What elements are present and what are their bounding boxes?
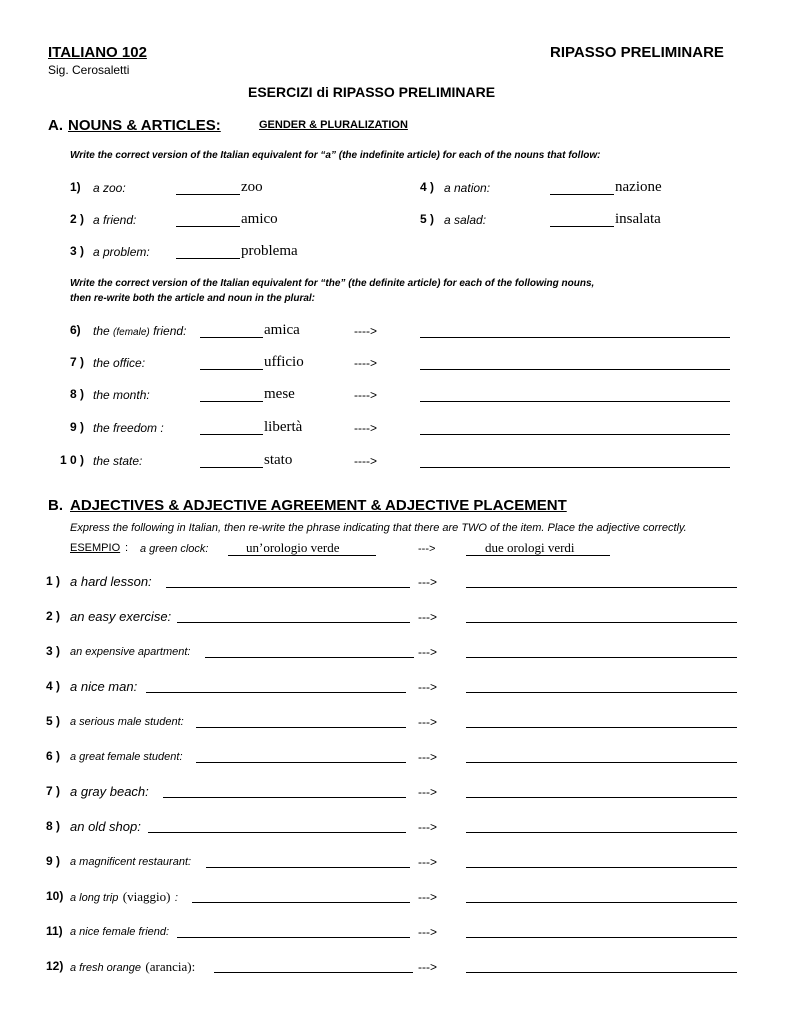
example-colon: :: [125, 542, 129, 554]
example-plural: due orologi verdi: [485, 540, 575, 555]
item-label: an old shop:: [70, 819, 141, 834]
item-label: an easy exercise:: [70, 609, 172, 624]
item-label: a friend:: [93, 213, 137, 227]
answer-blank[interactable]: [200, 369, 263, 370]
item-number: 1 ): [46, 574, 61, 588]
plural-answer-blank[interactable]: [466, 657, 737, 658]
answer-blank[interactable]: [200, 467, 263, 468]
noun-answer: nazione: [615, 179, 662, 195]
answer-blank[interactable]: [200, 434, 263, 435]
item-number: 9 ): [46, 854, 61, 868]
noun-answer: ufficio: [264, 354, 304, 370]
item-label: the freedom :: [93, 421, 164, 435]
item-label: a salad:: [444, 213, 487, 227]
arrow-icon: --->: [418, 715, 437, 729]
section-b-title: ADJECTIVES & ADJECTIVE AGREEMENT & ADJECTIVE PLACEMENT: [70, 497, 567, 514]
answer-blank[interactable]: [177, 622, 410, 623]
answer-blank[interactable]: [176, 258, 240, 259]
item-label: a nice female friend:: [70, 926, 170, 938]
item-number: 5 ): [420, 212, 435, 226]
arrow-icon: ---->: [354, 388, 377, 402]
answer-blank[interactable]: [200, 401, 263, 402]
arrow-icon: --->: [418, 680, 437, 694]
answer-blank[interactable]: [196, 762, 406, 763]
item-label: a magnificent restaurant:: [70, 856, 192, 868]
noun-answer: amica: [264, 322, 300, 338]
item-number: 8 ): [70, 387, 85, 401]
arrow-icon: --->: [418, 855, 437, 869]
section-b-letter: B.: [48, 497, 63, 514]
plural-answer-blank[interactable]: [466, 692, 737, 693]
arrow-icon: --->: [418, 575, 437, 589]
item-label: a serious male student:: [70, 716, 184, 728]
noun-answer: problema: [241, 243, 298, 259]
item-label: the state:: [93, 454, 143, 468]
item-number: 12): [46, 959, 64, 973]
item-label: a fresh orange (arancia):: [70, 959, 196, 974]
item-label: the (female) friend:: [93, 324, 187, 338]
noun-answer: stato: [264, 452, 293, 468]
plural-answer-blank[interactable]: [466, 587, 737, 588]
answer-blank[interactable]: [200, 337, 263, 338]
item-number: 6 ): [46, 749, 61, 763]
course-title: ITALIANO 102: [48, 44, 147, 61]
plural-answer-blank[interactable]: [466, 902, 737, 903]
item-number: 2 ): [46, 609, 61, 623]
plural-answer-blank[interactable]: [466, 762, 737, 763]
item-label: a nation:: [444, 181, 491, 195]
section-a-instruction-2a: Write the correct version of the Italian equivalent for “the” (the definite article) for each of the following nouns,: [70, 278, 595, 289]
arrow-icon: ---->: [354, 421, 377, 435]
page-title: ESERCIZI di RIPASSO PRELIMINARE: [248, 84, 496, 100]
item-label: an expensive apartment:: [70, 646, 191, 658]
answer-blank[interactable]: [148, 832, 406, 833]
item-label: a zoo:: [93, 181, 126, 195]
arrow-icon: --->: [418, 610, 437, 624]
answer-blank[interactable]: [206, 867, 410, 868]
example-prompt: a green clock:: [140, 543, 209, 555]
answer-blank[interactable]: [177, 937, 410, 938]
section-a-instruction-2b: then re-write both the article and noun in the plural:: [70, 293, 316, 304]
item-number: 7 ): [70, 355, 85, 369]
item-label: a great female student:: [70, 751, 183, 763]
answer-blank[interactable]: [214, 972, 413, 973]
item-number: 7 ): [46, 784, 61, 798]
plural-answer-blank[interactable]: [420, 401, 730, 402]
item-number: 8 ): [46, 819, 61, 833]
item-number: 4 ): [46, 679, 61, 693]
item-label: a long trip (viaggio) :: [70, 889, 178, 904]
plural-answer-blank[interactable]: [466, 727, 737, 728]
arrow-icon: --->: [418, 785, 437, 799]
arrow-icon: ---->: [354, 324, 377, 338]
section-a-title: NOUNS & ARTICLES:: [68, 117, 221, 134]
example-arrow-icon: --->: [418, 543, 436, 555]
plural-answer-blank[interactable]: [466, 972, 737, 973]
item-number: 1): [70, 180, 81, 194]
instructor-name: Sig. Cerosaletti: [48, 63, 130, 77]
section-a-subtitle: GENDER & PLURALIZATION: [259, 119, 408, 131]
arrow-icon: --->: [418, 820, 437, 834]
item-number: 9 ): [70, 420, 85, 434]
item-number: 3 ): [46, 644, 61, 658]
noun-answer: libertà: [264, 419, 303, 435]
answer-blank[interactable]: [166, 587, 410, 588]
item-number: 1 0 ): [60, 453, 85, 467]
answer-blank[interactable]: [192, 902, 410, 903]
answer-blank[interactable]: [163, 797, 406, 798]
header-right-title: RIPASSO PRELIMINARE: [550, 44, 724, 61]
italian-hint: (arancia):: [145, 959, 196, 974]
arrow-icon: ---->: [354, 356, 377, 370]
answer-blank[interactable]: [196, 727, 406, 728]
arrow-icon: ---->: [354, 454, 377, 468]
arrow-icon: --->: [418, 925, 437, 939]
item-label: a nice man:: [70, 679, 138, 694]
arrow-icon: --->: [418, 750, 437, 764]
item-number: 6): [70, 323, 81, 337]
item-label: the month:: [93, 388, 150, 402]
item-number: 4 ): [420, 180, 435, 194]
item-label: a hard lesson:: [70, 574, 152, 589]
plural-answer-blank[interactable]: [466, 937, 737, 938]
noun-answer: amico: [241, 211, 278, 227]
example-answer: un’orologio verde: [246, 540, 340, 555]
plural-answer-blank[interactable]: [420, 467, 730, 468]
arrow-icon: --->: [418, 645, 437, 659]
section-a-instruction-1: Write the correct version of the Italian equivalent for “a” (the indefinite article) for each of the nouns that follow:: [70, 150, 601, 161]
arrow-icon: --->: [418, 960, 437, 974]
arrow-icon: --->: [418, 890, 437, 904]
plural-answer-blank[interactable]: [420, 434, 730, 435]
item-number: 5 ): [46, 714, 61, 728]
plural-answer-blank[interactable]: [466, 867, 737, 868]
item-label: the office:: [93, 356, 146, 370]
answer-blank[interactable]: [176, 226, 240, 227]
item-number: 11): [46, 924, 63, 938]
item-number: 3 ): [70, 244, 85, 258]
noun-answer: zoo: [241, 179, 263, 195]
plural-answer-blank[interactable]: [420, 337, 730, 338]
example-label: ESEMPIO: [70, 542, 121, 554]
item-number: 2 ): [70, 212, 85, 226]
section-b-instruction: Express the following in Italian, then re-write the phrase indicating that there are TWO of the item. Place the adjective correctly.: [70, 522, 687, 534]
noun-answer: insalata: [615, 211, 661, 227]
section-a-letter: A.: [48, 117, 63, 134]
noun-answer: mese: [264, 386, 295, 402]
answer-blank[interactable]: [550, 226, 614, 227]
item-label: a problem:: [93, 245, 150, 259]
answer-blank[interactable]: [176, 194, 240, 195]
item-number: 10): [46, 889, 64, 903]
item-label: a gray beach:: [70, 784, 149, 799]
plural-answer-blank[interactable]: [420, 369, 730, 370]
italian-hint: (viaggio): [122, 889, 171, 904]
answer-blank[interactable]: [146, 692, 406, 693]
plural-answer-blank[interactable]: [466, 622, 737, 623]
answer-blank[interactable]: [205, 657, 414, 658]
plural-answer-blank[interactable]: [466, 797, 737, 798]
item-label-qualifier: (female): [113, 327, 150, 338]
plural-answer-blank[interactable]: [466, 832, 737, 833]
answer-blank[interactable]: [550, 194, 614, 195]
